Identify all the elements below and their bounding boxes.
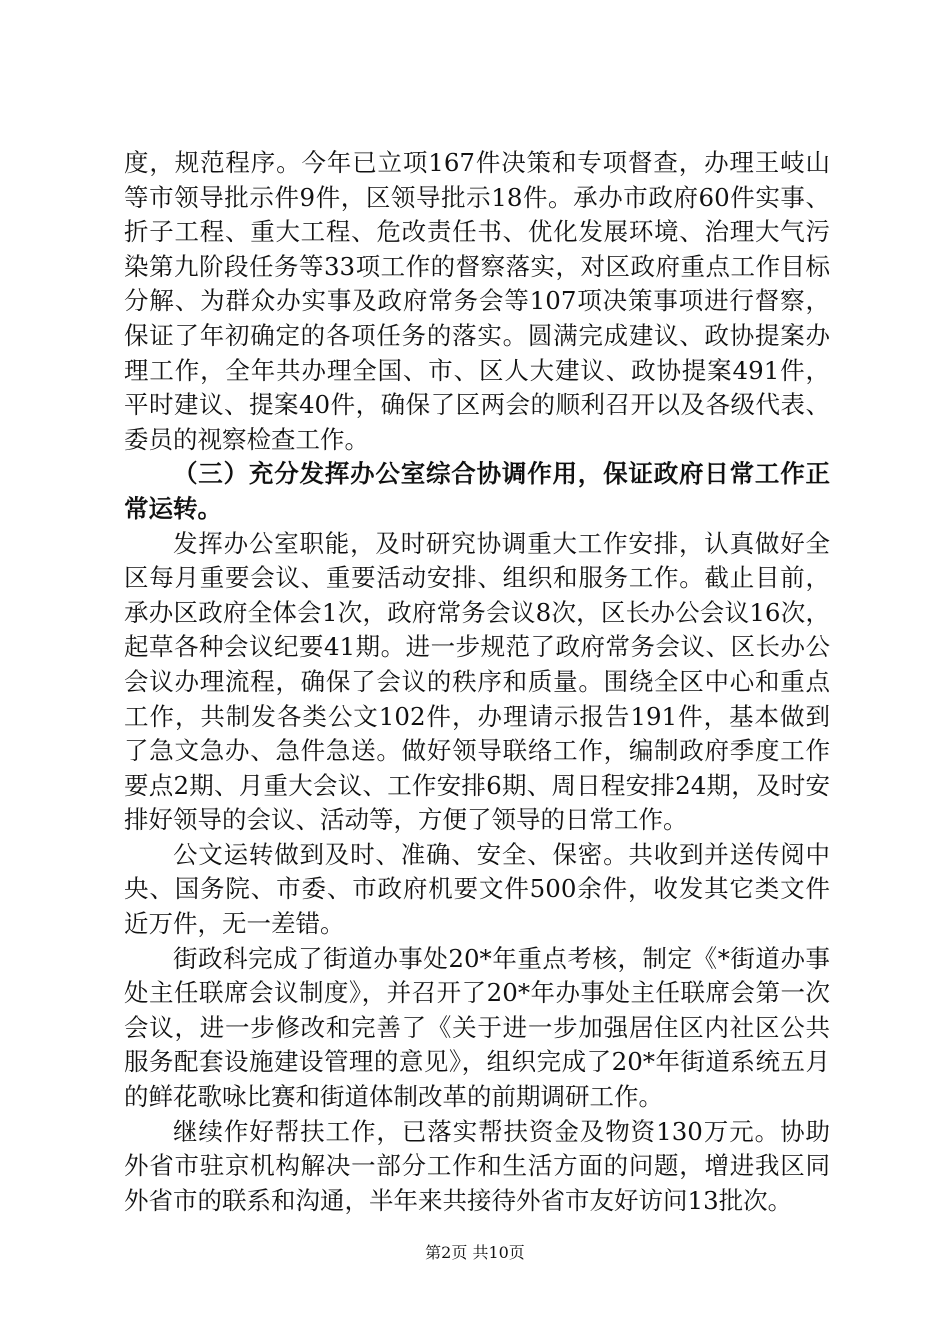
paragraph-continuation: 度，规范程序。今年已立项167件决策和专项督查，办理王岐山等市领导批示件9件，区领导批示18件。承办市政府60件实事、折子工程、重大工程、危改责任书、优化发展环境、治理大气污染第九阶段任务等33项工作的督察落实，对区政府重点工作目标分解、为群众办实事及政府常务会等107项决策事项进行督察，保证了年初确定的各项任务的落实。圆满完成建议、政协提案办理工作，全年共办理全国、市、区人大建议、政协提案491件，平时建议、提案40件，确保了区两会的顺利召开以及各级代表、委员的视察检查工作。: [124, 148, 830, 454]
paragraph-street-affairs: 街政科完成了街道办事处20*年重点考核，制定《*街道办事处主任联席会议制度》，并召开了20*年办事处主任联席会第一次会议，进一步修改和完善了《关于进一步加强居住区内社区公共服务配套设施建设管理的意见》，组织完成了20*年街道系统五月的鲜花歌咏比赛和街道体制改革的前期调研工作。: [124, 943, 830, 1112]
paragraph-office-functions: 发挥办公室职能，及时研究协调重大工作安排，认真做好全区每月重要会议、重要活动安排、组织和服务工作。截止目前，承办区政府全体会1次，政府常务会议8次，区长办公会议16次，起草各种会议纪要41期。进一步规范了政府常务会议、区长办公会议办理流程，确保了会议的秩序和质量。围绕全区中心和重点工作，共制发各类公文102件，办理请示报告191件，基本做到了急文急办、急件急送。做好领导联络工作，编制政府季度工作要点2期、月重大会议、工作安排6期、周日程安排24期，及时安排好领导的会议、活动等，方便了领导的日常工作。: [124, 528, 830, 835]
section-heading: （三）充分发挥办公室综合协调作用，保证政府日常工作正常运转。: [124, 459, 830, 523]
paragraph-document-circulation: 公文运转做到及时、准确、安全、保密。共收到并送传阅中央、国务院、市委、市政府机要文件500余件，收发其它类文件近万件，无一差错。: [124, 839, 830, 939]
page-footer: 第2页 共10页: [425, 1243, 525, 1262]
document-body: [124, 146, 830, 1218]
paragraph-assistance-work: 继续作好帮扶工作，已落实帮扶资金及物资130万元。协助外省市驻京机构解决一部分工作和生活方面的问题，增进我区同外省市的联系和沟通，半年来共接待外省市友好访问13批次。: [124, 1116, 830, 1215]
